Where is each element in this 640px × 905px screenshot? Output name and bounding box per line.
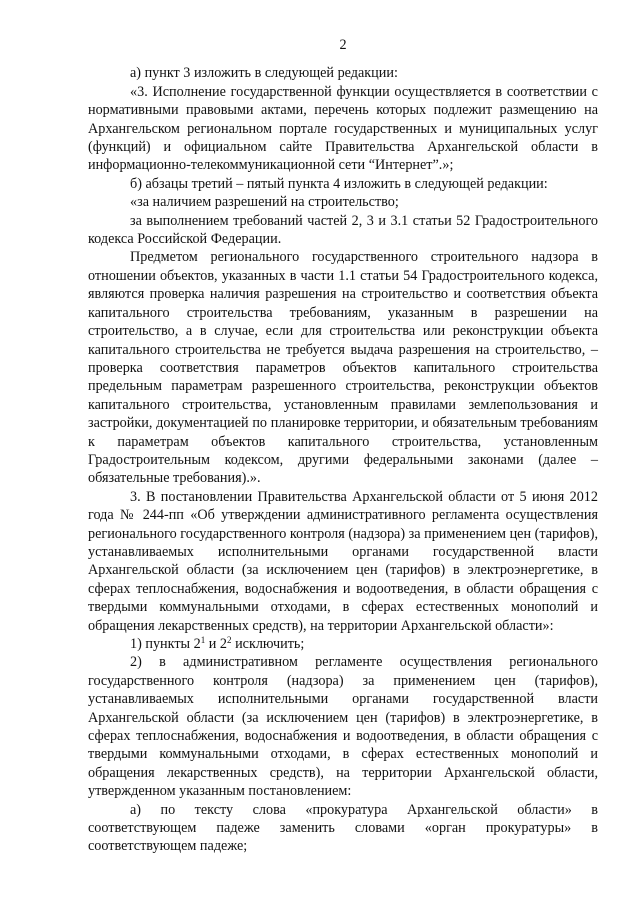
paragraph-permits: «за наличием разрешений на строительство; (130, 194, 399, 211)
paragraph-subject-of-supervision: Предметом регионального государственного строительного надзора в отношении объектов, указанных в части 1.1 статьи 54 Градостроительного кодекса, являются проверка наличия разрешения на строительство и соответствия объекта капитального строительства требованиям, указанным в разрешении на строительство, а в случае, если для строительства или реконструкции объекта капитального строительства не требуется выдача разрешения на строительство, – проверка соответствия параметров объектов капитального строительства предельным параметрам разрешенного строительства, реконструкции объектов капитального строительства, установленным правилами землепользования и застройки, документацией по планировке территории, и обязательным требованиям к параметрам объектов капитального строительства, установленным Градостроительным кодексом, другими федеральными законами (далее – обязательные требования).». (88, 249, 598, 487)
exclude-mid: и 2 (205, 636, 228, 652)
superscript-1: 1 (200, 635, 206, 645)
exclude-prefix: 1) пункты 2 (130, 636, 201, 652)
page-number: 2 (339, 37, 347, 53)
paragraph-item3-text: «3. Исполнение государственной функции осуществляется в соответствии с нормативными правовыми актами, перечень которых подлежит размещению на Архангельском региональном портале государственных и муниципальных услуг (функций) и официальном сайте Правительства Архангельской области в информационно-телекоммуникационной сети “Интернет”.»; (88, 83, 598, 174)
paragraph-a-item3: а) пункт 3 изложить в следующей редакции: (130, 65, 398, 82)
document-page (88, 36, 598, 856)
paragraph-requirements: за выполнением требований частей 2, 3 и 3.1 статьи 52 Градостроительного кодекса Российской Федерации. (88, 212, 598, 248)
paragraph-b-item4: б) абзацы третий – пятый пункта 4 изложить в следующей редакции: (130, 175, 548, 192)
paragraph-replace-words: а) по тексту слова «прокуратура Архангельской области» в соответствующем падеже заменить словами «орган прокуратуры» в соответствующем падеже; (88, 801, 598, 855)
paragraph-exclude-items (88, 635, 598, 653)
paragraph-administrative-regulation: 2) в административном регламенте осуществления регионального государственного контроля (надзора) за применением цен (тарифов), устанавливаемых исполнительными органами государственной власти Архангельской области (за исключением цен (тарифов) в электроэнергетике, в сферах теплоснабжения, водоснабжения и водоотведения, в области обращения с твердыми коммунальными отходами, в сферах естественных монополий и обращения лекарственных средств), на территории Архангельской области, утвержденном указанным постановлением: (88, 654, 598, 800)
paragraph-resolution-244: 3. В постановлении Правительства Архангельской области от 5 июня 2012 года № 244-пп «Об утверждении административного регламента осуществления регионального государственного контроля (надзора) за применением цен (тарифов), устанавливаемых исполнительными органами государственной власти Архангельской области (за исключением цен (тарифов) в электроэнергетике, в сферах теплоснабжения, водоснабжения и водоотведения, в области обращения с твердыми коммунальными отходами, в сферах естественных монополий и обращения лекарственных средств), на территории Архангельской области»: (88, 488, 598, 634)
superscript-2: 2 (227, 635, 232, 645)
exclude-suffix: исключить; (231, 636, 305, 652)
